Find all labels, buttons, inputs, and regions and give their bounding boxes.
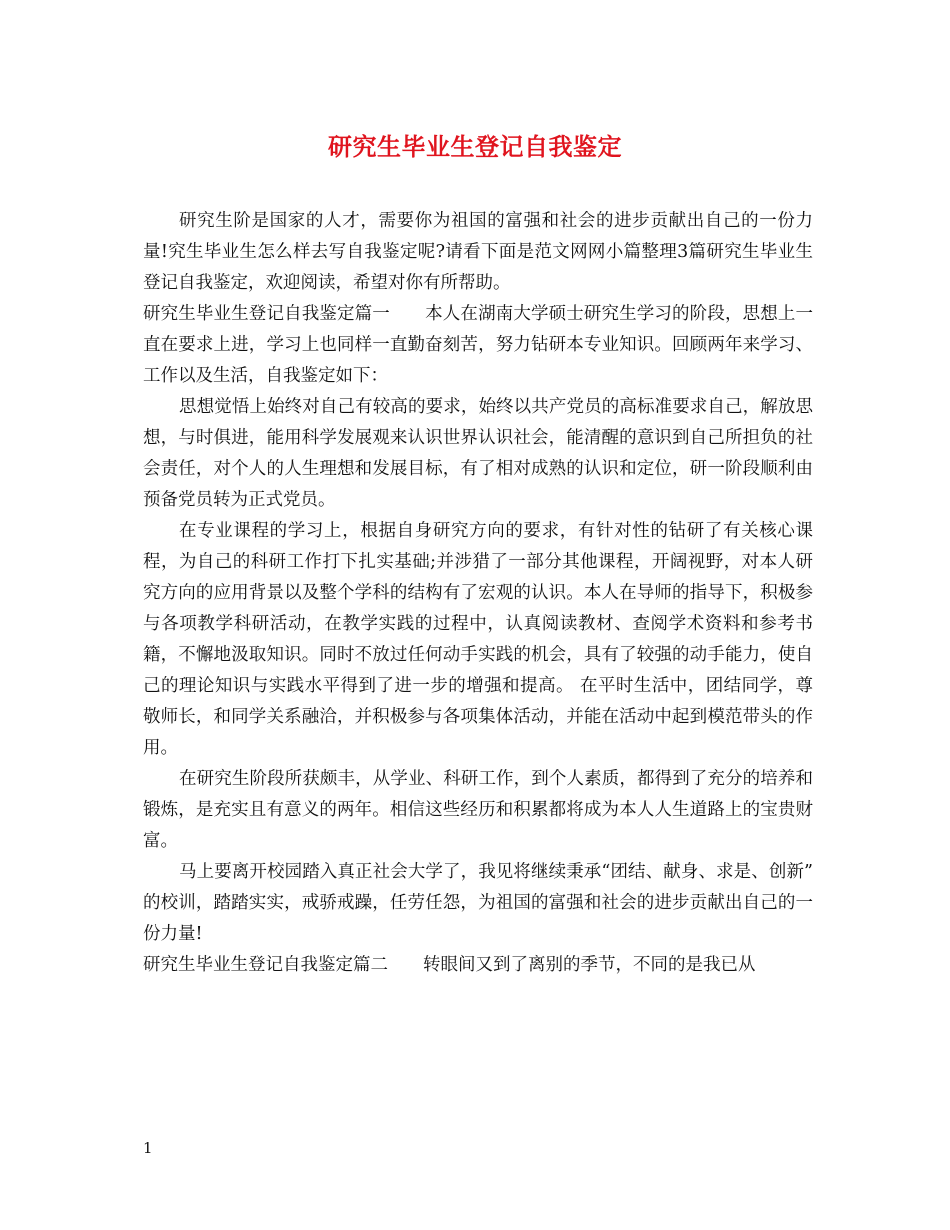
paragraph-future: 马上要离开校园踏入真正社会大学了，我见将继续秉承“团结、献身、求是、创新” 的校训，踏踏实实，戒骄戒躁，任劳任怨，为祖国的富强和社会的进步贡献出自己的一份力量! [143,862,813,944]
document-body [143,206,813,981]
paragraph-ideology: 思想觉悟上始终对自己有较高的要求，始终以共产党员的高标准要求自己，解放思想，与时俱进，能用科学发展观来认识世界认识社会，能清醒的意识到自己所担负的社会责任，对个人的人生理想和发展目标，有了相对成熟的认识和定位，研一阶段顺利由预备党员转为正式党员。 [143,397,813,510]
paragraph-summary: 在研究生阶段所获颇丰，从学业、科研工作，到个人素质，都得到了充分的培养和锻炼，是充实且有意义的两年。相信这些经历和积累都将成为本人人生道路上的宝贵财富。 [143,769,813,851]
paragraph-part-two-heading: 研究生毕业生登记自我鉴定篇二 转眼间又到了离别的季节，不同的是我已从 [143,955,756,975]
paragraph-part-one-heading: 研究生毕业生登记自我鉴定篇一 本人在湖南大学硕士研究生学习的阶段，思想上一直在要求上进，学习上也同样一直勤奋刻苦，努力钻研本专业知识。回顾两年来学习、工作以及生活，自我鉴定如下： [143,304,813,386]
page-number: 1 [143,1139,153,1157]
document-title: 研究生毕业生登记自我鉴定 [328,133,622,161]
paragraph-study: 在专业课程的学习上，根据自身研究方向的要求，有针对性的钻研了有关核心课程，为自己的科研工作打下扎实基础;并涉猎了一部分其他课程，开阔视野，对本人研究方向的应用背景以及整个学科的结构有了宏观的认识。本人在导师的指导下，积极参与各项教学科研活动，在教学实践的过程中，认真阅读教材、查阅学术资料和参考书籍，不懈地汲取知识。同时不放过任何动手实践的机会，具有了较强的动手能力，使自己的理论知识与实践水平得到了进一步的增强和提高。 在平时生活中，团结同学，尊敬师长，和同学关系融洽，并积极参与各项集体活动，并能在活动中起到模范带头的作用。 [143,521,813,758]
paragraph-intro: 研究生阶是国家的人才，需要你为祖国的富强和社会的进步贡献出自己的一份力量!究生毕业生怎么样去写自我鉴定呢?请看下面是范文网网小篇整理3篇研究生毕业生登记自我鉴定，欢迎阅读，希望对你有所帮助。 [143,211,813,293]
